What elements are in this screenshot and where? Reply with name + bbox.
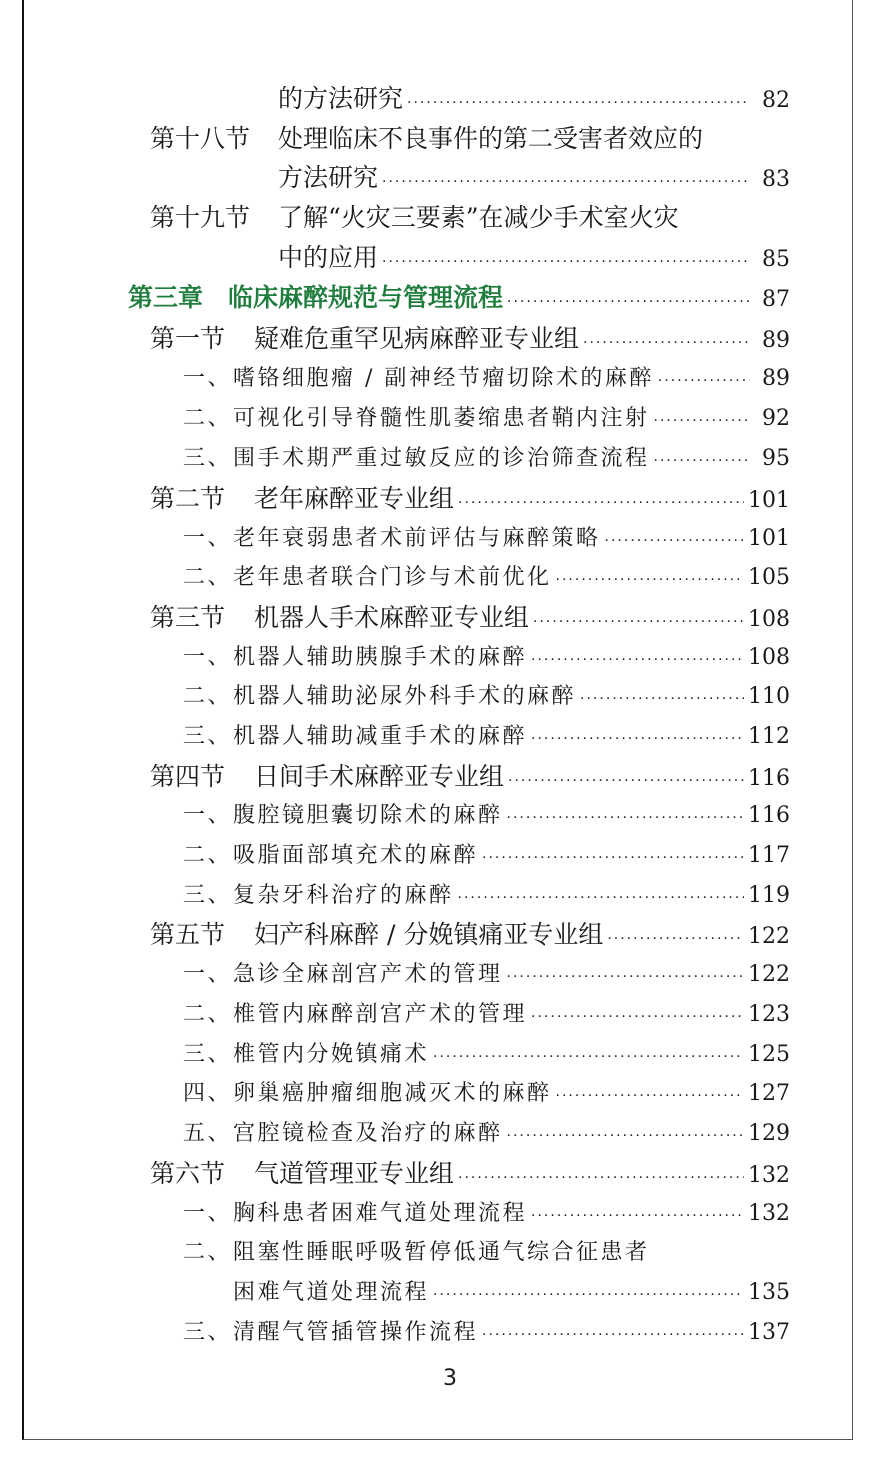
toc-section — [150, 601, 790, 635]
toc-subsection — [183, 998, 790, 1032]
toc-entry-title: 困难气道处理流程 — [233, 1280, 430, 1305]
toc-entry-page: 101 — [748, 488, 790, 513]
toc-entry-label: 一、 — [183, 962, 233, 987]
toc-entry-title: 吸脂面部填充术的麻醉 — [233, 843, 479, 868]
toc-entry-title: 的方法研究 — [278, 84, 404, 113]
toc-entry-label: 二、 — [183, 1240, 233, 1265]
toc-chapter — [128, 281, 790, 315]
dot-leader — [605, 524, 744, 558]
toc-subsection — [183, 1117, 790, 1151]
toc-entry-page: 89 — [762, 328, 790, 353]
toc-entry-page: 135 — [748, 1280, 790, 1305]
toc-entry-label: 四、 — [183, 1081, 233, 1106]
toc-subsection — [183, 1276, 790, 1310]
toc-section — [150, 241, 790, 275]
toc-entry-title: 围手术期严重过敏反应的诊治筛查流程 — [233, 446, 650, 471]
toc-entry-page: 95 — [762, 446, 790, 471]
dot-leader — [458, 881, 744, 915]
dot-leader — [556, 563, 744, 597]
dot-leader — [507, 960, 744, 994]
toc-entry-label: 第三章 — [128, 283, 204, 312]
dot-leader — [433, 1278, 744, 1312]
toc-entry-title: 处理临床不良事件的第二受害者效应的 — [278, 124, 704, 153]
toc-entry-label: 一、 — [183, 526, 233, 551]
dot-leader — [507, 1119, 744, 1153]
toc-subsection — [183, 1197, 790, 1231]
toc-entry-page: 119 — [748, 883, 790, 908]
toc-entry-label: 一、 — [183, 366, 233, 391]
toc-entry-page: 101 — [748, 526, 790, 551]
toc-entry-title: 机器人辅助减重手术的麻醉 — [233, 724, 528, 749]
toc-subsection — [183, 641, 790, 675]
toc-entry-label: 第五节 — [150, 920, 226, 949]
toc-entry-title: 妇产科麻醉 / 分娩镇痛亚专业组 — [254, 920, 604, 949]
toc-entry-label: 三、 — [183, 1042, 233, 1067]
toc-entry-page: 132 — [748, 1163, 790, 1188]
toc-entry-label: 三、 — [183, 446, 233, 471]
toc-section — [150, 482, 790, 516]
toc-section — [150, 918, 790, 952]
toc-entry-page: 122 — [748, 924, 790, 949]
toc-entry-title: 卵巢癌肿瘤细胞减灭术的麻醉 — [233, 1081, 552, 1106]
dot-leader — [533, 605, 744, 639]
toc-entry-label: 第三节 — [150, 603, 226, 632]
toc-entry-page: 125 — [748, 1042, 790, 1067]
toc-entry-title: 急诊全麻剖宫产术的管理 — [233, 962, 503, 987]
toc-entry-title: 胸科患者困难气道处理流程 — [233, 1201, 528, 1226]
toc-entry-title: 方法研究 — [278, 163, 379, 192]
toc-entry-page: 108 — [748, 645, 790, 670]
toc-entry-page: 108 — [748, 607, 790, 632]
dot-leader — [482, 1318, 744, 1352]
dot-leader — [382, 245, 750, 279]
toc-subsection — [183, 561, 790, 595]
toc-entry-title: 老年衰弱患者术前评估与麻醉策略 — [233, 526, 601, 551]
toc-entry-title: 腹腔镜胆囊切除术的麻醉 — [233, 803, 503, 828]
toc-section — [150, 322, 790, 356]
toc-entry-page: 132 — [748, 1201, 790, 1226]
dot-leader — [583, 326, 750, 360]
toc-entry-label: 二、 — [183, 1002, 233, 1027]
toc-entry-label: 第二节 — [150, 484, 226, 513]
dot-leader — [531, 722, 744, 756]
toc-entry-title: 中的应用 — [278, 243, 379, 272]
toc-section — [150, 760, 790, 794]
toc-subsection — [183, 680, 790, 714]
toc-entry-title: 椎管内分娩镇痛术 — [233, 1042, 430, 1067]
dot-leader — [658, 364, 750, 398]
toc-entry-page: 116 — [748, 766, 790, 791]
toc-entry-page: 122 — [748, 962, 790, 987]
dot-leader — [607, 922, 744, 956]
toc-subsection — [183, 1236, 790, 1270]
dot-leader — [556, 1079, 744, 1113]
toc-entry-page: 116 — [748, 803, 790, 828]
toc-entry-page: 137 — [748, 1320, 790, 1345]
toc-entry-label: 第十八节 — [150, 124, 251, 153]
toc-entry-page: 82 — [762, 88, 790, 113]
toc-subsection — [183, 442, 790, 476]
toc-entry-page: 129 — [748, 1121, 790, 1146]
toc-entry-title: 清醒气管插管操作流程 — [233, 1320, 479, 1345]
toc-entry-page: 105 — [748, 565, 790, 590]
toc-subsection — [183, 1316, 790, 1350]
toc-entry-label: 三、 — [183, 1320, 233, 1345]
toc-entry-page: 117 — [748, 843, 790, 868]
toc-section — [150, 122, 790, 156]
toc-subsection — [183, 879, 790, 913]
toc-entry-page: 110 — [748, 684, 790, 709]
dot-leader — [433, 1040, 744, 1074]
toc-subsection — [183, 522, 790, 556]
toc-entry-page: 87 — [762, 287, 790, 312]
toc-entry-title: 机器人辅助泌尿外科手术的麻醉 — [233, 684, 577, 709]
toc-entry-title: 椎管内麻醉剖宫产术的管理 — [233, 1002, 528, 1027]
toc-subsection — [183, 1038, 790, 1072]
toc-entry-page: 83 — [762, 167, 790, 192]
toc-entry-title: 宫腔镜检查及治疗的麻醉 — [233, 1121, 503, 1146]
toc-entry-page: 85 — [762, 247, 790, 272]
toc-section — [150, 1157, 790, 1191]
toc-entry-label: 五、 — [183, 1121, 233, 1146]
toc-entry-label: 第四节 — [150, 762, 226, 791]
toc-entry-label: 二、 — [183, 565, 233, 590]
toc-entry-page: 127 — [748, 1081, 790, 1106]
dot-leader — [531, 1199, 744, 1233]
toc-entry-title: 了解“火灾三要素”在减少手术室火灾 — [278, 203, 679, 232]
dot-leader — [407, 86, 750, 120]
toc-entry-title: 疑难危重罕见病麻醉亚专业组 — [254, 324, 580, 353]
toc-subsection — [183, 958, 790, 992]
dot-leader — [580, 682, 744, 716]
toc-subsection — [183, 799, 790, 833]
toc-entry-label: 一、 — [183, 645, 233, 670]
toc-section — [150, 201, 790, 235]
toc-subsection — [183, 839, 790, 873]
dot-leader — [458, 486, 744, 520]
toc-subsection — [183, 1077, 790, 1111]
toc-entry-page: 112 — [748, 724, 790, 749]
dot-leader — [654, 444, 750, 478]
toc-entry-label: 第十九节 — [150, 203, 251, 232]
toc-entry-label: 第一节 — [150, 324, 226, 353]
toc-subsection — [183, 362, 790, 396]
dot-leader — [458, 1161, 744, 1195]
toc-entry-label: 二、 — [183, 843, 233, 868]
dot-leader — [508, 764, 744, 798]
toc-entry-title: 临床麻醉规范与管理流程 — [228, 283, 504, 312]
toc-section — [150, 161, 790, 195]
toc-entry-title: 嗜铬细胞瘤 / 副神经节瘤切除术的麻醉 — [233, 366, 654, 391]
page-number: 3 — [443, 1366, 457, 1391]
toc-entry-label: 三、 — [183, 883, 233, 908]
toc-entry-page: 92 — [762, 406, 790, 431]
dot-leader — [482, 841, 744, 875]
toc-subsection — [183, 720, 790, 754]
dot-leader — [654, 404, 750, 438]
toc-entry-title: 气道管理亚专业组 — [254, 1159, 455, 1188]
toc-entry-label: 一、 — [183, 803, 233, 828]
toc-section — [150, 82, 790, 116]
toc-entry-page: 89 — [762, 366, 790, 391]
toc-entry-title: 机器人辅助胰腺手术的麻醉 — [233, 645, 528, 670]
toc-entry-label: 一、 — [183, 1201, 233, 1226]
toc-entry-page: 123 — [748, 1002, 790, 1027]
dot-leader — [507, 801, 744, 835]
toc-subsection — [183, 402, 790, 436]
dot-leader — [531, 1000, 744, 1034]
toc-entry-title: 复杂牙科治疗的麻醉 — [233, 883, 454, 908]
toc-entry-label: 二、 — [183, 406, 233, 431]
toc-entry-title: 老年患者联合门诊与术前优化 — [233, 565, 552, 590]
toc-entry-title: 机器人手术麻醉亚专业组 — [254, 603, 530, 632]
toc-entry-title: 老年麻醉亚专业组 — [254, 484, 455, 513]
toc-entry-title: 阻塞性睡眠呼吸暂停低通气综合征患者 — [233, 1240, 650, 1265]
dot-leader — [382, 165, 750, 199]
toc-entry-label: 二、 — [183, 684, 233, 709]
toc-entry-title: 日间手术麻醉亚专业组 — [254, 762, 505, 791]
toc-entry-title: 可视化引导脊髓性肌萎缩患者鞘内注射 — [233, 406, 650, 431]
toc-entry-label: 第六节 — [150, 1159, 226, 1188]
dot-leader — [531, 643, 744, 677]
dot-leader — [507, 285, 750, 319]
toc-entry-label: 三、 — [183, 724, 233, 749]
